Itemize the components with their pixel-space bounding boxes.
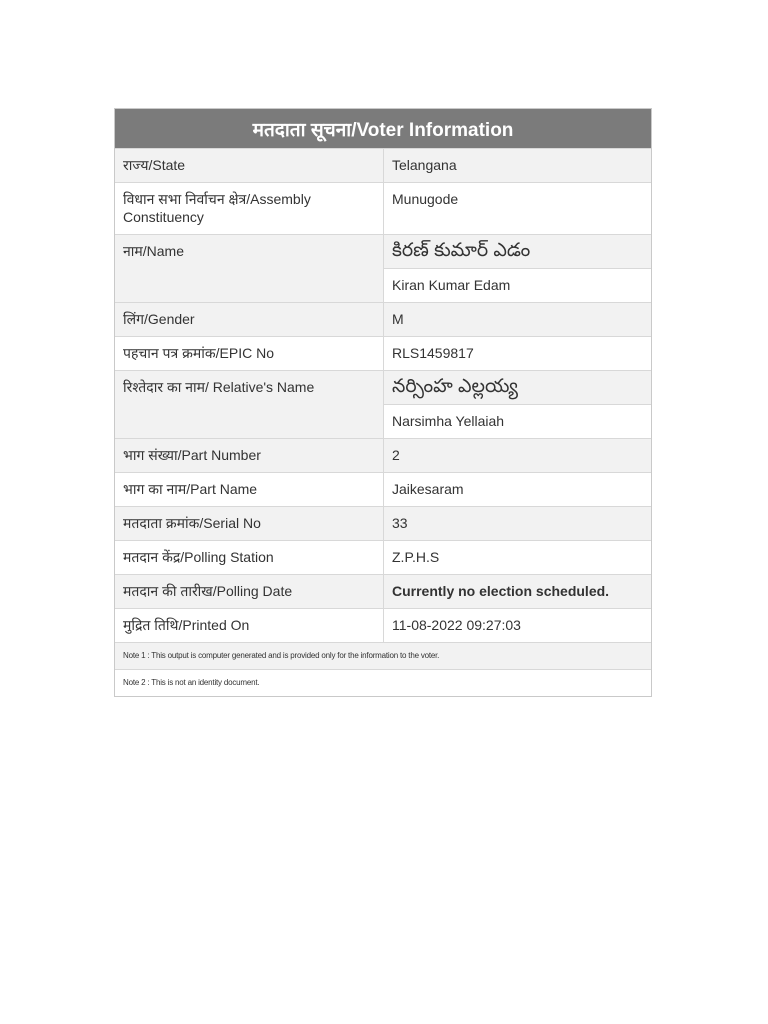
row-epic: [115, 337, 651, 371]
name-value-telugu: కిరణ్ కుమార్ ఎడం: [384, 235, 652, 269]
serial-label: मतदाता क्रमांक/Serial No: [115, 507, 384, 541]
polling-station-label: मतदान केंद्र/Polling Station: [115, 541, 384, 575]
row-polling-date: [115, 575, 651, 609]
part-number-value: 2: [384, 439, 652, 473]
row-note-2: [115, 670, 651, 697]
polling-date-label: मतदान की तारीख/Polling Date: [115, 575, 384, 609]
row-state: [115, 149, 651, 183]
row-part-number: [115, 439, 651, 473]
state-value: Telangana: [384, 149, 652, 183]
relative-value-telugu: నర్సింహ ఎల్లయ్య: [384, 371, 652, 405]
part-name-label: भाग का नाम/Part Name: [115, 473, 384, 507]
relative-label: रिश्तेदार का नाम/ Relative's Name: [115, 371, 384, 439]
voter-info-table: [115, 148, 651, 696]
row-gender: [115, 303, 651, 337]
constituency-value: Munugode: [384, 183, 652, 235]
gender-value: M: [384, 303, 652, 337]
printed-on-label: मुद्रित तिथि/Printed On: [115, 609, 384, 643]
row-constituency: [115, 183, 651, 235]
state-label: राज्य/State: [115, 149, 384, 183]
epic-value: RLS1459817: [384, 337, 652, 371]
row-relative-local: [115, 371, 651, 405]
constituency-label: विधान सभा निर्वाचन क्षेत्र/Assembly Constituency: [115, 183, 384, 235]
relative-value-english: Narsimha Yellaiah: [384, 405, 652, 439]
name-label: नाम/Name: [115, 235, 384, 303]
row-printed-on: [115, 609, 651, 643]
polling-station-value: Z.P.H.S: [384, 541, 652, 575]
part-number-label: भाग संख्या/Part Number: [115, 439, 384, 473]
gender-label: लिंग/Gender: [115, 303, 384, 337]
serial-value: 33: [384, 507, 652, 541]
part-name-value: Jaikesaram: [384, 473, 652, 507]
polling-date-value: Currently no election scheduled.: [384, 575, 652, 609]
row-part-name: [115, 473, 651, 507]
voter-information-card: [114, 108, 652, 697]
row-name-local: [115, 235, 651, 269]
note-2: Note 2 : This is not an identity document.: [115, 670, 651, 697]
row-serial: [115, 507, 651, 541]
note-1: Note 1 : This output is computer generated and is provided only for the information to the voter.: [115, 643, 651, 670]
printed-on-value: 11-08-2022 09:27:03: [384, 609, 652, 643]
row-note-1: [115, 643, 651, 670]
card-title: मतदाता सूचना/Voter Information: [115, 109, 651, 148]
name-value-english: Kiran Kumar Edam: [384, 269, 652, 303]
epic-label: पहचान पत्र क्रमांक/EPIC No: [115, 337, 384, 371]
row-polling-station: [115, 541, 651, 575]
